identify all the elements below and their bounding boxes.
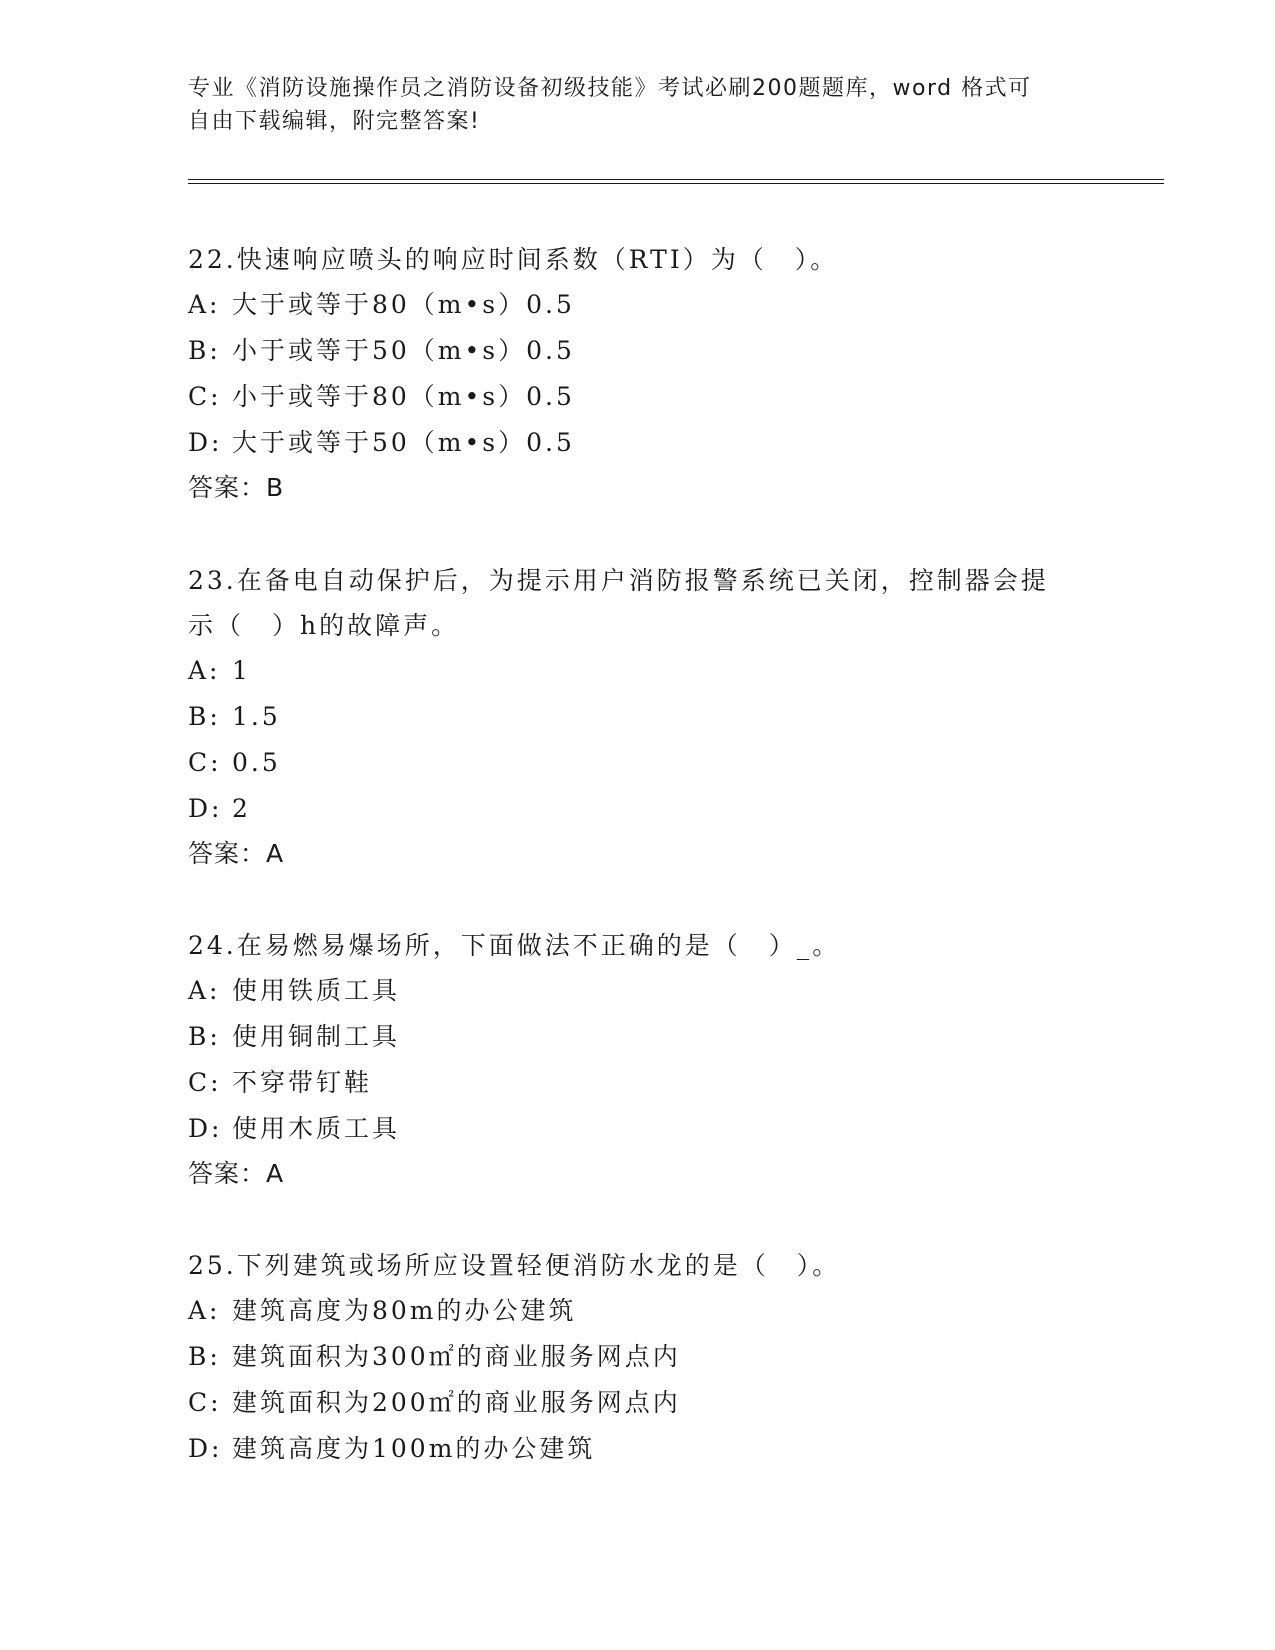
option-key: B:	[188, 336, 221, 365]
option-key: A:	[188, 976, 221, 1005]
option-key: C:	[188, 1388, 222, 1417]
header-line-2: 自由下载编辑，附完整答案!	[188, 109, 481, 134]
option-text: 建筑面积为200㎡的商业服务网点内	[232, 1388, 681, 1417]
option-text: 1.5	[232, 702, 281, 731]
question-stem: 22.快速响应喷头的响应时间系数（RTI）为（ ）。	[188, 245, 839, 274]
answer: 答案：A	[188, 839, 285, 868]
option-d	[188, 1426, 1088, 1472]
option-text: 建筑高度为100m的办公建筑	[232, 1434, 596, 1463]
option-b	[188, 1014, 1088, 1060]
question-23	[188, 558, 1088, 876]
answer: 答案：B	[188, 473, 285, 502]
question-22	[188, 237, 1088, 510]
option-b	[188, 328, 1088, 374]
option-key: D:	[188, 1434, 223, 1463]
question-stem-line-1: 23.在备电自动保护后，为提示用户消防报警系统已关闭，控制器会提	[188, 566, 1049, 595]
option-text: 建筑高度为80m的办公建筑	[232, 1296, 577, 1325]
option-a	[188, 648, 1088, 694]
option-key: B:	[188, 1022, 221, 1051]
option-text: 2	[232, 794, 251, 823]
question-stem-line-2: 示（ ）h的故障声。	[188, 611, 460, 640]
question-stem: 25.下列建筑或场所应设置轻便消防水龙的是（ ）。	[188, 1251, 841, 1280]
header-divider-bottom	[188, 183, 1164, 184]
option-key: D:	[188, 428, 223, 457]
option-text: 大于或等于50（m•s）0.5	[232, 428, 575, 457]
option-text: 小于或等于50（m•s）0.5	[232, 336, 575, 365]
option-text: 建筑面积为300㎡的商业服务网点内	[232, 1342, 681, 1371]
header-line-1: 专业《消防设施操作员之消防设备初级技能》考试必刷200题题库，word 格式可	[188, 76, 1032, 101]
option-key: D:	[188, 794, 223, 823]
option-text: 大于或等于80（m•s）0.5	[232, 290, 575, 319]
option-d	[188, 1106, 1088, 1152]
option-a	[188, 1288, 1088, 1334]
answer: 答案：A	[188, 1159, 285, 1188]
option-text: 1	[232, 656, 251, 685]
question-stem: 24.在易燃易爆场所，下面做法不正确的是（ ）_。	[188, 931, 841, 960]
option-b	[188, 1334, 1088, 1380]
option-key: A:	[188, 290, 221, 319]
option-key: B:	[188, 1342, 221, 1371]
option-a	[188, 282, 1088, 328]
question-25	[188, 1243, 1088, 1472]
option-c	[188, 740, 1088, 786]
option-key: A:	[188, 656, 221, 685]
option-text: 使用铜制工具	[232, 1022, 401, 1051]
document-header	[188, 72, 1068, 138]
option-key: B:	[188, 702, 221, 731]
option-c	[188, 1380, 1088, 1426]
option-text: 小于或等于80（m•s）0.5	[232, 382, 575, 411]
question-24	[188, 923, 1088, 1196]
option-c	[188, 374, 1088, 420]
option-a	[188, 968, 1088, 1014]
option-key: D:	[188, 1114, 223, 1143]
option-c	[188, 1060, 1088, 1106]
option-key: C:	[188, 748, 222, 777]
option-key: A:	[188, 1296, 221, 1325]
option-key: C:	[188, 382, 222, 411]
option-text: 不穿带钉鞋	[232, 1068, 373, 1097]
option-text: 使用铁质工具	[232, 976, 401, 1005]
option-text: 0.5	[232, 748, 281, 777]
option-b	[188, 694, 1088, 740]
header-divider-top	[188, 179, 1164, 180]
option-d	[188, 420, 1088, 466]
option-text: 使用木质工具	[232, 1114, 401, 1143]
option-d	[188, 786, 1088, 832]
option-key: C:	[188, 1068, 222, 1097]
